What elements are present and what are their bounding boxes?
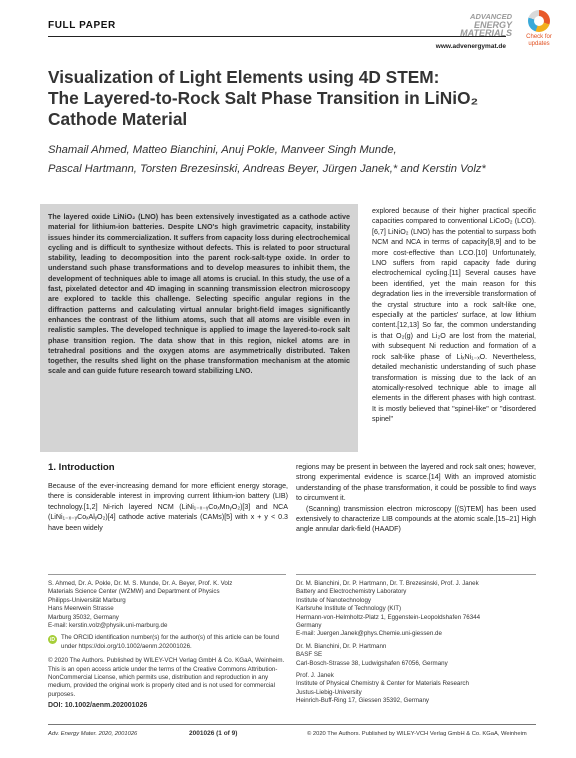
crossmark-line-1: Check for bbox=[526, 34, 552, 40]
body-text-left bbox=[48, 481, 288, 533]
footer-copyright: © 2020 The Authors. Published by WILEY-VCH Verlag GmbH & Co. KGaA, Weinheim bbox=[307, 731, 527, 737]
affiliation-block: Prof. J. Janek Institute of Physical Chemistry & Center for Materials Research Justus-Liebig-University Heinrich-Buff-Ring 17, Giessen 35392, Germany bbox=[296, 672, 469, 705]
affiliations-left bbox=[48, 580, 286, 711]
paragraph: Because of the ever-increasing demand for more efficient energy storage, there is considerable interest in improving current lithium-ion battery (LIB) technology.[1,2] Ni-rich layered NCM (LiNi₁₋ₓ₋ᵧCoₓMnᵧO₂)[3] and NCA (LiNi₁₋ₓ₋ᵧCoₓAlᵧO₂)[4] cathode active materials (CAMs)[5] with x + y < 0.3 have been widely bbox=[48, 482, 288, 532]
orcid-note[interactable] bbox=[48, 634, 286, 651]
footer-rule bbox=[48, 724, 536, 725]
title-line-2: The Layered-to-Rock Salt Phase Transition in LiNiO₂ bbox=[48, 88, 479, 108]
journal-url-link[interactable]: www.advenergymat.de bbox=[435, 43, 506, 50]
logo-line-2: ENERGY bbox=[473, 20, 512, 30]
body-text-right bbox=[296, 462, 536, 535]
affiliations-right bbox=[296, 580, 536, 710]
affiliation-block: S. Ahmed, Dr. A. Pokle, Dr. M. S. Munde, Dr. A. Beyer, Prof. K. Volz Materials Science Center (WZMW) and Department of Physics Philipps-Universität Marburg Hans Meerwein Strasse Marburg 35032, Germany E-mail: kerstin.volz@physik.uni-marburg.de bbox=[48, 580, 233, 630]
logo-line-1: ADVANCED bbox=[470, 12, 512, 21]
affiliation-block: Dr. M. Bianchini, Dr. P. Hartmann BASF SE Carl-Bosch-Strasse 38, Ludwigshafen 67056, Germany bbox=[296, 642, 448, 667]
article-title bbox=[48, 67, 518, 130]
paragraph: regions may be present in between the layered and rock salt ones; however, strong experimental evidence is scarce.[14] With an improved atomistic understanding of the phase transformation, it could be possible to find ways to circumvent it. bbox=[296, 463, 536, 503]
paragraph: (Scanning) transmission electron microscopy [(S)TEM] has been used extensively to characterize LIB compounds at the atomic scale.[15–21] High angle annular dark-field (HAADF) bbox=[296, 504, 536, 534]
author-list bbox=[48, 141, 538, 179]
affiliation-block: Dr. M. Bianchini, Dr. P. Hartmann, Dr. T. Brezesinski, Prof. J. Janek Battery and Electrochemistry Laboratory Institute of Nanotechnology Karlsruhe Institute of Technology (KIT) Hermann-von-Helmholtz-Platz 1, Eggenstein-Leopoldshafen 76344 Germany E-mail: Juergen.Janek@phys.Chemie.uni-giessen.de bbox=[296, 580, 481, 638]
affiliation-divider-left bbox=[48, 574, 286, 575]
orcid-text: The ORCID identification number(s) for the author(s) of this article can be found under https://doi.org/10.1002/aenm.202001026. bbox=[61, 634, 280, 650]
authors-line-2: Pascal Hartmann, Torsten Brezesinski, Andreas Beyer, Jürgen Janek,* and Kerstin Volz* bbox=[48, 163, 486, 175]
abstract-box bbox=[40, 204, 358, 452]
orcid-icon: iD bbox=[50, 636, 55, 643]
section-label: FULL PAPER bbox=[48, 20, 116, 31]
affiliation-divider-right bbox=[296, 574, 536, 575]
section-heading: 1. Introduction bbox=[48, 462, 115, 473]
authors-line-1: Shamail Ahmed, Matteo Bianchini, Anuj Pokle, Manveer Singh Munde, bbox=[48, 144, 397, 156]
title-line-3: Cathode Material bbox=[48, 109, 188, 129]
license-text: © 2020 The Authors. Published by WILEY-VCH Verlag GmbH & Co. KGaA, Weinheim. This is an open access article under the terms of the Creative Commons Attribution-NonCommercial License, which permits use, distribution and reproduction in any medium, provided the original work is properly cited and is not used for commercial purposes. bbox=[48, 657, 285, 698]
check-for-updates-button[interactable] bbox=[516, 10, 562, 48]
doi-link[interactable]: DOI: 10.1002/aenm.202001026 bbox=[48, 702, 148, 710]
title-line-1: Visualization of Light Elements using 4D STEM: bbox=[48, 67, 440, 87]
footer-journal: Adv. Energy Mater. 2020, 2001026 bbox=[48, 731, 138, 737]
paragraph: explored because of their higher practical specific capacities compared to conventional LiCoO₂ (LCO).[6,7] LiNiO₂ (LNO) has the potential to surpass both NCM and NCA in terms of capacity[8,9] and to be more cost-effective than LCO.[10] Unfortunately, LNO suffers from rapid capacity fade during electrochemical cycling.[11] Several causes have been identified, yet the main reason for this degradation lies in the irreversible transformation of the crystal structure into a rock salt-like one, especially at the particles' surface, at low lithium content.[12,13] So far, the common understanding is that O₂(g) and Li₂O are lost from the material, with subsequent Ni reduction and formation of a rock salt-like phase of LiₓNi₁₋ₓO. Nevertheless, detailed mechanistic understanding of such phase transformation is missing due to the lack of an atomically-resolved technique able to image all elements in the different phases with high contrast. It is mostly believed that "spinel-like" or "disordered spinel" bbox=[372, 207, 536, 424]
abstract-text: The layered oxide LiNiO₂ (LNO) has been extensively investigated as a cathode active material for lithium-ion batteries. Despite LNO's high gravimetric capacity, instability issues hinder its commercialization. It suffers from capacity loss during electrochemical cycling and is difficult to synthesize without defects. This is related to poor structural stability, leading to decomposition into the parent rock-salt-type oxide. In order to understand such phase transformations and to develop measures to inhibit them, the development of techniques able to image all atoms is crucial. In this study, the use of a fast, pixelated detector and 4D imaging in scanning transmission electron microscopy are explored to tackle this challenge. Selecting specific angular regions in the diffraction patterns and calculating virtual annular bright-field images significantly enhances the contrast of the lithium atoms, such that all atoms are visible even in realistic samples. The developed technique is applied to image the layered-to-rock salt phase transition region. The data show that in this region, nickel atoms are in tetrahedral positions and the oxygen atoms are asymmetrically distributed. Taken together, the results shed light on the phase transformation mechanism at the atomic scale and can guide future research toward stabilizing LNO. bbox=[48, 212, 350, 376]
header-rule bbox=[48, 36, 506, 37]
journal-logo bbox=[452, 13, 512, 37]
crossmark-line-2: updates bbox=[528, 41, 550, 47]
footer-page-number: 2001026 (1 of 9) bbox=[189, 730, 238, 737]
body-text-right-top bbox=[372, 206, 536, 425]
crossmark-icon bbox=[528, 10, 550, 32]
logo-line-3: MATERIALS bbox=[460, 28, 512, 38]
